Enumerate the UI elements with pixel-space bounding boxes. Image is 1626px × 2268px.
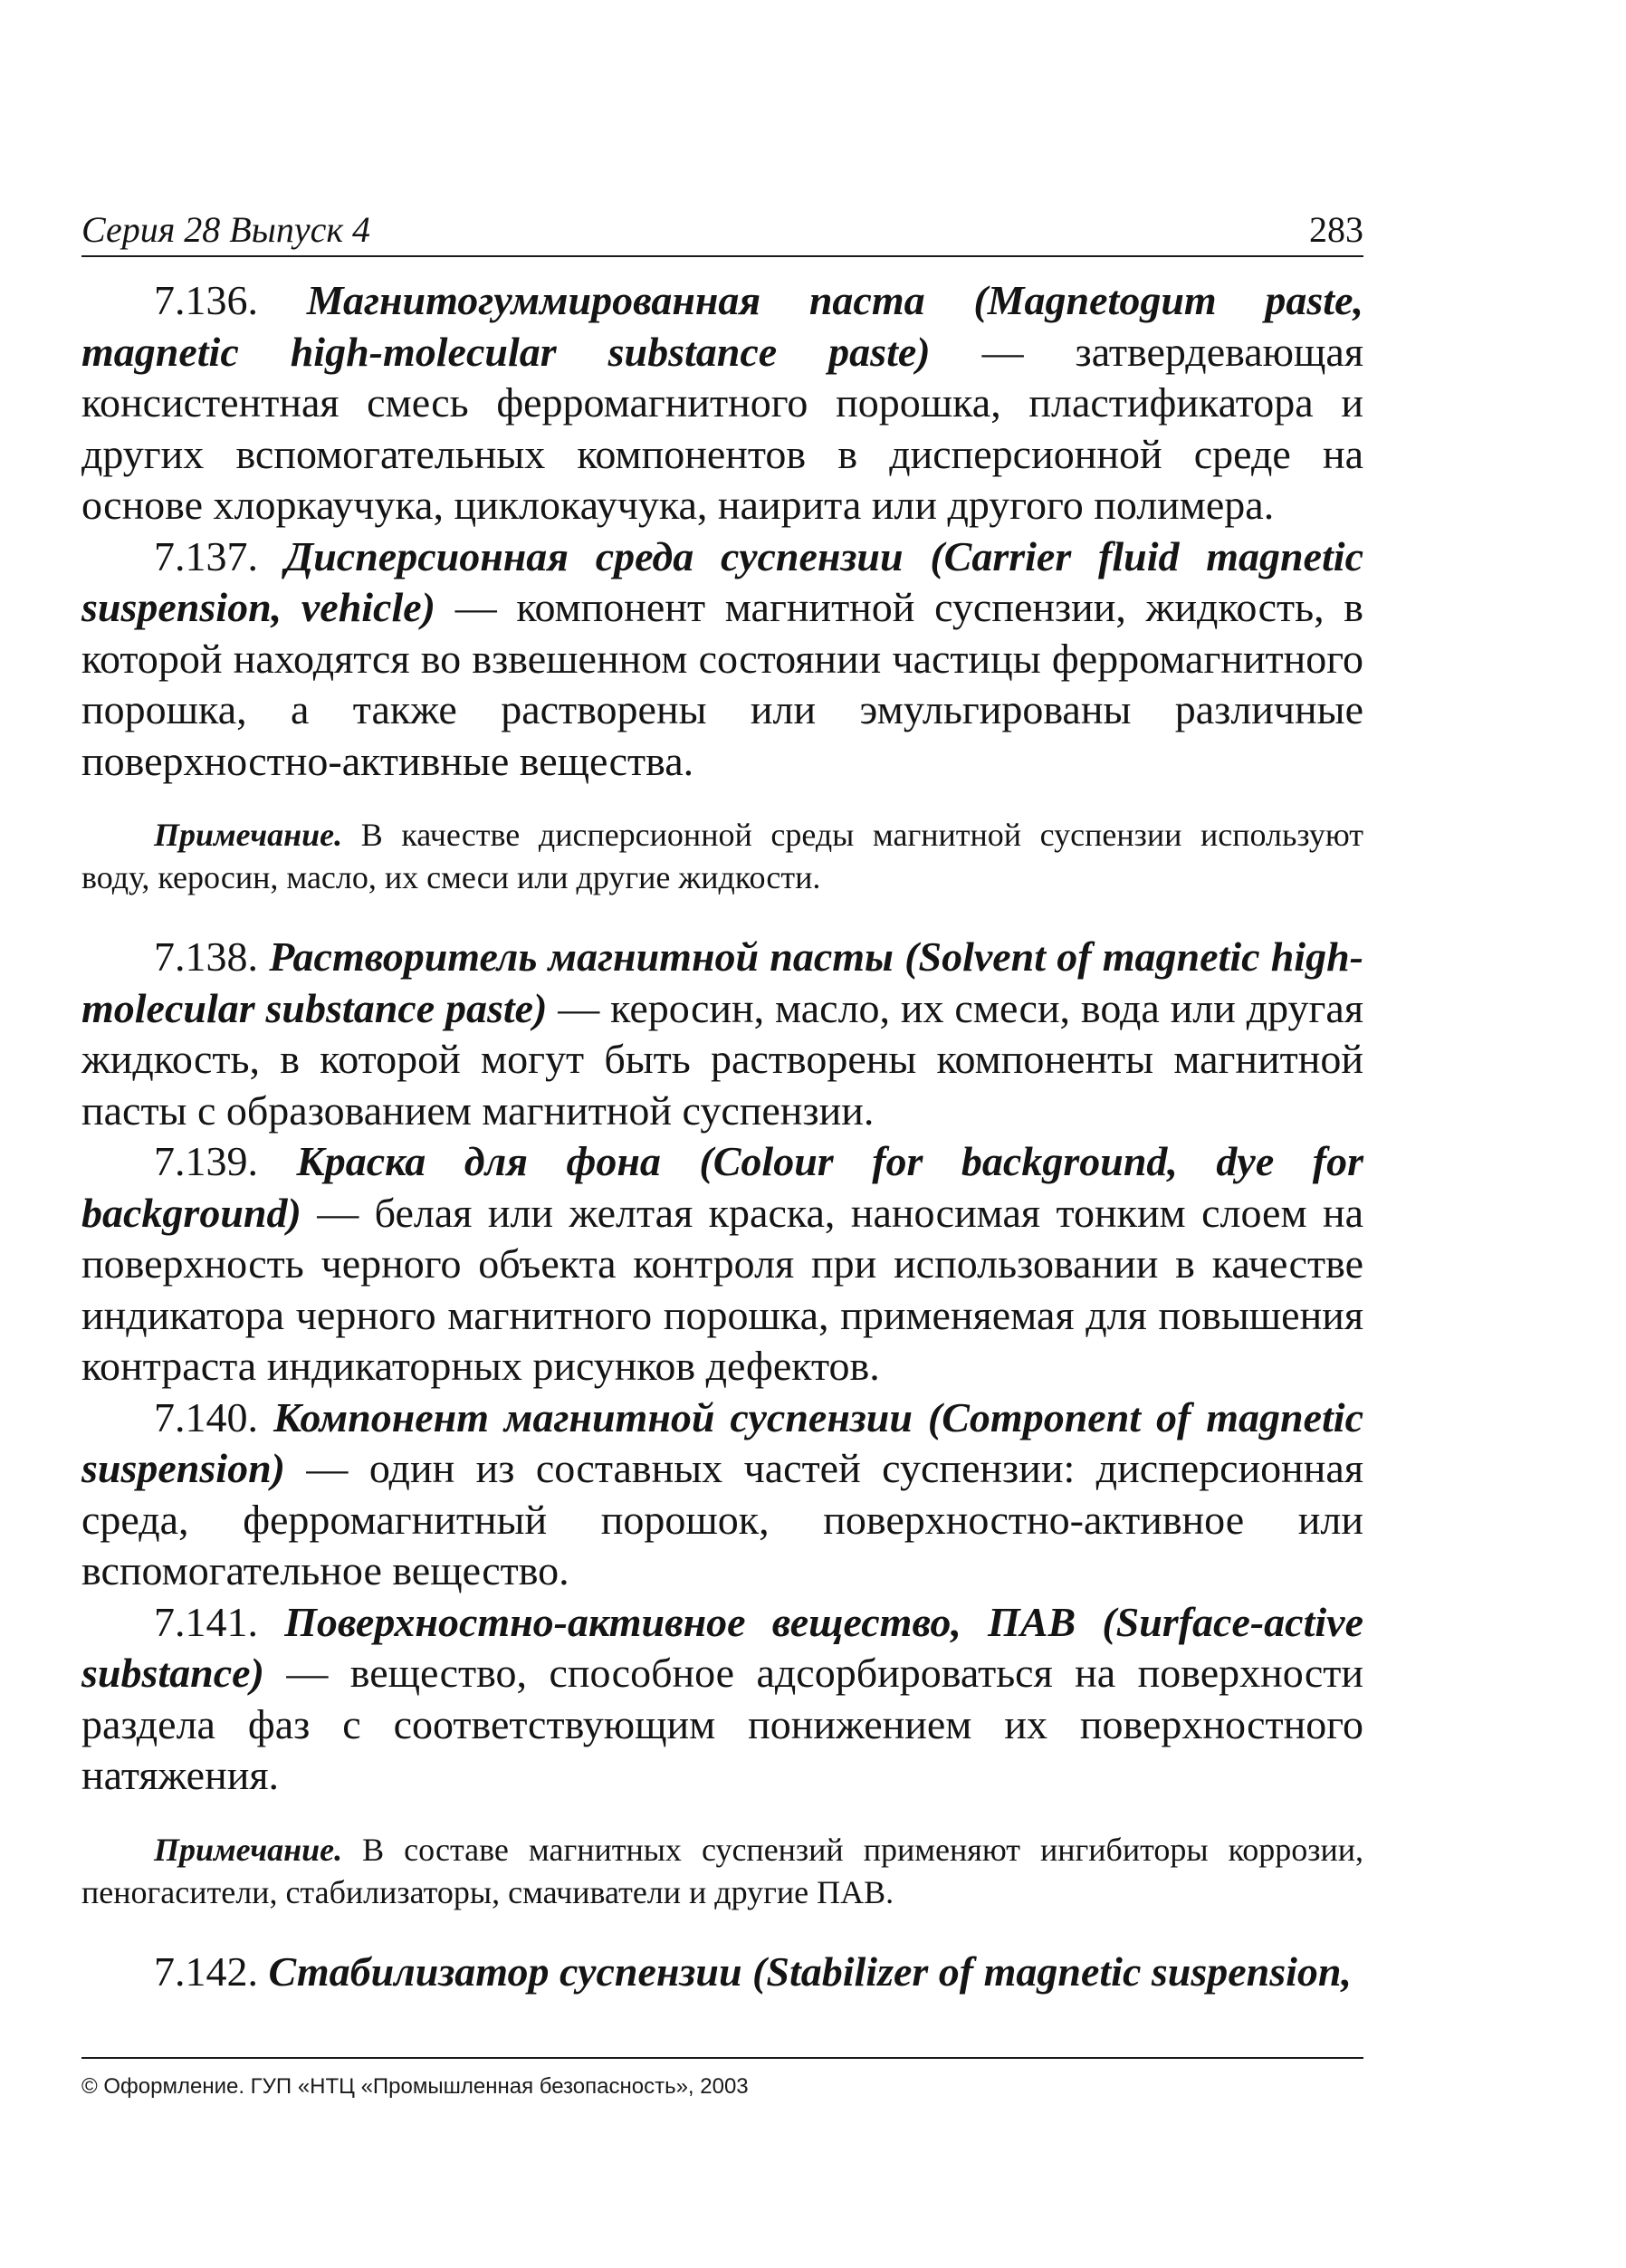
entry-definition: — вещество, способное адсорбироваться на поверхности раздела фаз с соответствующим понижением их поверхностного натяжения. [81, 1650, 1364, 1798]
note-text: В качестве дисперсионной среды магнитной суспензии используют воду, керосин, масло, их смеси или другие жидкости. [81, 817, 1364, 895]
entry-number: 7.141. [154, 1598, 258, 1645]
note-label: Примечание. [154, 1831, 343, 1868]
page [81, 208, 1363, 1997]
entry-definition: — белая или желтая краска, наносимая тонким слоем на поверхность черного объекта контроля при использовании в качестве индикатора черного магнитного порошка, применяемая для повышения контраста индикаторных рисунков дефектов. [81, 1189, 1364, 1389]
note [81, 1829, 1363, 1914]
series-title: Серия 28 Выпуск 4 [81, 209, 371, 250]
entry-number: 7.140. [154, 1393, 258, 1440]
entry-term: Компонент магнитной суспензии (Component of magnetic suspension) [81, 1393, 1363, 1491]
running-header [81, 208, 1363, 257]
term-entry [81, 1392, 1363, 1597]
entry-term: Поверхностно-активное вещество, ПАВ (Surface-active substance) [81, 1598, 1363, 1696]
term-entry [81, 531, 1363, 788]
entry-number: 7.137. [154, 532, 258, 579]
entry-term: Краска для фона (Colour for background, dye for background) [81, 1138, 1363, 1236]
entry-term: Магнитогуммированная паста (Magnetogum paste, magnetic high-molecular substance paste) [81, 277, 1364, 375]
term-entry [81, 275, 1363, 531]
entry-definition: — затвердевающая консистентная смесь ферромагнитного порошка, пластификатора и других вспомогательных компонентов в дисперсионной среде на основе хлоркаучука, циклокаучука, наирита или другого полимера. [81, 328, 1364, 528]
entry-term: Растворитель магнитной пасты (Solvent of magnetic high-molecular substance paste) [81, 933, 1363, 1031]
note-text: В составе магнитных суспензий применяют ингибиторы коррозии, пеногасители, стабилизаторы, смачиватели и другие ПАВ. [81, 1831, 1364, 1910]
entry-term: Дисперсионная среда суспензии (Carrier fluid magnetic suspension, vehicle) [81, 532, 1363, 630]
note [81, 814, 1363, 899]
term-entry [81, 1136, 1363, 1392]
entry-term: Стабилизатор суспензии (Stabilizer of magnetic suspension, [268, 1947, 1353, 1995]
note-label: Примечание. [154, 817, 343, 853]
entry-number: 7.139. [154, 1138, 258, 1184]
page-footer [81, 2057, 1363, 2101]
page-body [81, 275, 1363, 1997]
page-number: 283 [1309, 209, 1363, 250]
term-entry [81, 1947, 1363, 1998]
term-entry [81, 932, 1363, 1136]
entry-number: 7.138. [154, 933, 258, 980]
entry-definition: — один из составных частей суспензии: дисперсионная среда, ферромагнитный порошок, поверхностно-активное или вспомогательное вещество. [81, 1445, 1363, 1593]
copyright-notice: © Оформление. ГУП «НТЦ «Промышленная безопасность», 2003 [81, 2074, 749, 2099]
entry-number: 7.142. [154, 1947, 258, 1995]
entry-definition: — керосин, масло, их смеси, вода или другая жидкость, в которой могут быть растворены компоненты магнитной пасты с образованием магнитной суспензии. [81, 984, 1363, 1134]
entry-number: 7.136. [154, 277, 258, 323]
term-entry [81, 1597, 1363, 1802]
entry-definition: — компонент магнитной суспензии, жидкость, в которой находятся во взвешенном состоянии частицы ферромагнитного порошка, а также растворены или эмульгированы различные поверхностно-активные вещества. [81, 584, 1364, 784]
